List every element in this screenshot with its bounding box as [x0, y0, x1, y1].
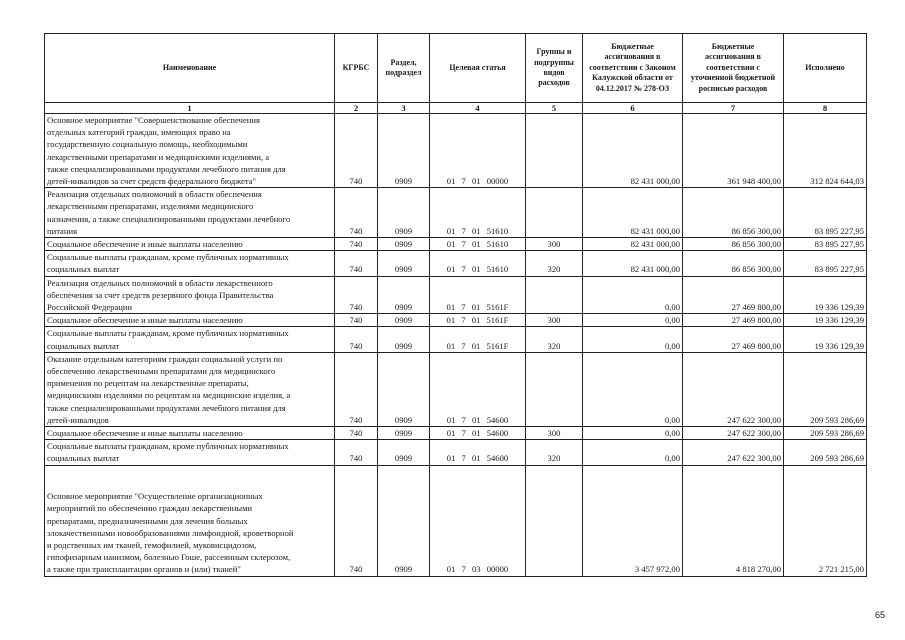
row-budget-refined: 27 469 800,00	[683, 276, 784, 314]
row-budget-refined: 4 818 270,00	[683, 465, 784, 576]
row-budget-law: 82 431 000,00	[583, 188, 683, 238]
row-budget-refined: 86 856 300,00	[683, 238, 784, 251]
row-group	[526, 276, 583, 314]
row-budget-law: 0,00	[583, 427, 683, 440]
column-index: 2	[335, 103, 378, 114]
row-executed: 83 895 227,95	[784, 188, 867, 238]
row-budget-refined: 247 622 300,00	[683, 440, 784, 465]
row-target: 01 7 01 51610	[430, 188, 526, 238]
row-budget-law: 3 457 972,00	[583, 465, 683, 576]
row-section: 0909	[378, 427, 430, 440]
row-target: 01 7 01 51610	[430, 251, 526, 276]
row-executed: 19 336 129,39	[784, 314, 867, 327]
row-kgrbs: 740	[335, 327, 378, 352]
column-index: 1	[45, 103, 335, 114]
budget-execution-table	[44, 33, 867, 577]
row-budget-refined: 27 469 800,00	[683, 314, 784, 327]
row-name: Оказание отдельным категориям граждан социальной услуги по обеспечению лекарственными препаратами для медицинского применения по рецептам на лекарственные препараты, медицинскими изделиями по рецептам на медицинские изделия, а также специализированными продуктами лечебного питания для детей-инвалидов	[45, 352, 335, 426]
column-index: 7	[683, 103, 784, 114]
row-section: 0909	[378, 440, 430, 465]
header-section: Раздел, подраздел	[378, 34, 430, 103]
row-kgrbs: 740	[335, 188, 378, 238]
row-section: 0909	[378, 276, 430, 314]
table-row	[45, 465, 867, 576]
header-budget-refined: Бюджетные ассигнования в соответствии с уточненной бюджетной росписью расходов	[683, 34, 784, 103]
row-budget-law: 0,00	[583, 314, 683, 327]
table-row	[45, 314, 867, 327]
row-target: 01 7 01 54600	[430, 427, 526, 440]
row-budget-refined: 27 469 800,00	[683, 327, 784, 352]
row-group: 300	[526, 238, 583, 251]
column-index: 4	[430, 103, 526, 114]
column-index: 6	[583, 103, 683, 114]
row-group	[526, 352, 583, 426]
row-name: Социальные выплаты гражданам, кроме публичных нормативных социальных выплат	[45, 251, 335, 276]
header-name: Наименование	[45, 34, 335, 103]
header-target: Целевая статья	[430, 34, 526, 103]
row-target: 01 7 01 5161F	[430, 314, 526, 327]
row-group: 320	[526, 327, 583, 352]
row-kgrbs: 740	[335, 114, 378, 188]
row-executed: 2 721 215,00	[784, 465, 867, 576]
budget-table-sheet	[44, 33, 867, 577]
table-row	[45, 327, 867, 352]
row-target: 01 7 01 51610	[430, 238, 526, 251]
row-budget-law: 0,00	[583, 440, 683, 465]
row-executed: 19 336 129,39	[784, 327, 867, 352]
row-budget-refined: 86 856 300,00	[683, 251, 784, 276]
row-target: 01 7 03 00000	[430, 465, 526, 576]
row-kgrbs: 740	[335, 465, 378, 576]
row-budget-law: 82 431 000,00	[583, 114, 683, 188]
table-row	[45, 440, 867, 465]
column-index: 5	[526, 103, 583, 114]
row-executed: 19 336 129,39	[784, 276, 867, 314]
row-group	[526, 114, 583, 188]
header-budget-law: Бюджетные ассигнования в соответствии с Законом Калужской области от 04.12.2017 № 278-ОЗ	[583, 34, 683, 103]
row-section: 0909	[378, 114, 430, 188]
row-group: 320	[526, 251, 583, 276]
row-section: 0909	[378, 238, 430, 251]
row-section: 0909	[378, 251, 430, 276]
row-target: 01 7 01 5161F	[430, 327, 526, 352]
row-group: 300	[526, 427, 583, 440]
header-executed: Исполнено	[784, 34, 867, 103]
row-name: Социальное обеспечение и иные выплаты населению	[45, 314, 335, 327]
row-kgrbs: 740	[335, 238, 378, 251]
row-budget-law: 82 431 000,00	[583, 251, 683, 276]
row-name: Социальное обеспечение и иные выплаты населению	[45, 427, 335, 440]
row-name: Основное мероприятие "Совершенствование обеспечения отдельных категорий граждан, имеющих право на государственную социальную помощь, необходимыми лекарственными препаратами и медицинскими изделиями, а также специализированными продуктами лечебного питания для детей-инвалидов за счет средств федерального бюджета"	[45, 114, 335, 188]
row-kgrbs: 740	[335, 427, 378, 440]
row-executed: 209 593 286,69	[784, 427, 867, 440]
row-kgrbs: 740	[335, 251, 378, 276]
header-kgrbs: КГРБС	[335, 34, 378, 103]
row-section: 0909	[378, 352, 430, 426]
row-budget-law: 0,00	[583, 276, 683, 314]
header-row	[45, 34, 867, 103]
row-group: 300	[526, 314, 583, 327]
row-target: 01 7 01 54600	[430, 352, 526, 426]
row-section: 0909	[378, 465, 430, 576]
row-name: Основное мероприятие "Осуществление организационных мероприятий по обеспечению граждан лекарственными препаратами, предназначенными для лечения больных злокачественными новообразованиями лимфоидной, кроветворной и родственных им тканей, гемофилией, муковисцидозом, гипофизарным нанизмом, болезнью Гоше, рассеянным склерозом, а также при трансплантации органов и (или) тканей"	[45, 465, 335, 576]
page-number: 65	[874, 610, 885, 620]
row-section: 0909	[378, 314, 430, 327]
column-index-row	[45, 103, 867, 114]
table-row	[45, 114, 867, 188]
row-target: 01 7 01 00000	[430, 114, 526, 188]
row-name: Социальные выплаты гражданам, кроме публичных нормативных социальных выплат	[45, 440, 335, 465]
row-name: Реализация отдельных полномочий в области обеспечения лекарственными препаратами, изделиями медицинского назначения, а также специализированными продуктами лечебного питания	[45, 188, 335, 238]
row-executed: 83 895 227,95	[784, 238, 867, 251]
row-executed: 312 824 644,03	[784, 114, 867, 188]
column-index: 3	[378, 103, 430, 114]
table-row	[45, 276, 867, 314]
row-budget-law: 82 431 000,00	[583, 238, 683, 251]
row-kgrbs: 740	[335, 314, 378, 327]
table-row	[45, 238, 867, 251]
row-group: 320	[526, 440, 583, 465]
column-index: 8	[784, 103, 867, 114]
row-target: 01 7 01 5161F	[430, 276, 526, 314]
table-row	[45, 352, 867, 426]
row-group	[526, 465, 583, 576]
row-budget-refined: 86 856 300,00	[683, 188, 784, 238]
row-section: 0909	[378, 188, 430, 238]
row-target: 01 7 01 54600	[430, 440, 526, 465]
row-budget-refined: 361 948 400,00	[683, 114, 784, 188]
row-name: Социальные выплаты гражданам, кроме публичных нормативных социальных выплат	[45, 327, 335, 352]
header-groups: Группы и подгруппы видов расходов	[526, 34, 583, 103]
row-budget-law: 0,00	[583, 352, 683, 426]
row-budget-refined: 247 622 300,00	[683, 352, 784, 426]
row-executed: 209 593 286,69	[784, 352, 867, 426]
row-budget-law: 0,00	[583, 327, 683, 352]
row-kgrbs: 740	[335, 352, 378, 426]
table-row	[45, 427, 867, 440]
row-budget-refined: 247 622 300,00	[683, 427, 784, 440]
row-kgrbs: 740	[335, 440, 378, 465]
row-section: 0909	[378, 327, 430, 352]
row-kgrbs: 740	[335, 276, 378, 314]
row-group	[526, 188, 583, 238]
row-executed: 83 895 227,95	[784, 251, 867, 276]
table-row	[45, 251, 867, 276]
table-row	[45, 188, 867, 238]
row-name: Социальное обеспечение и иные выплаты населению	[45, 238, 335, 251]
row-executed: 209 593 286,69	[784, 440, 867, 465]
row-name: Реализация отдельных полномочий в области лекарственного обеспечения за счет средств резервного фонда Правительства Российской Федерации	[45, 276, 335, 314]
